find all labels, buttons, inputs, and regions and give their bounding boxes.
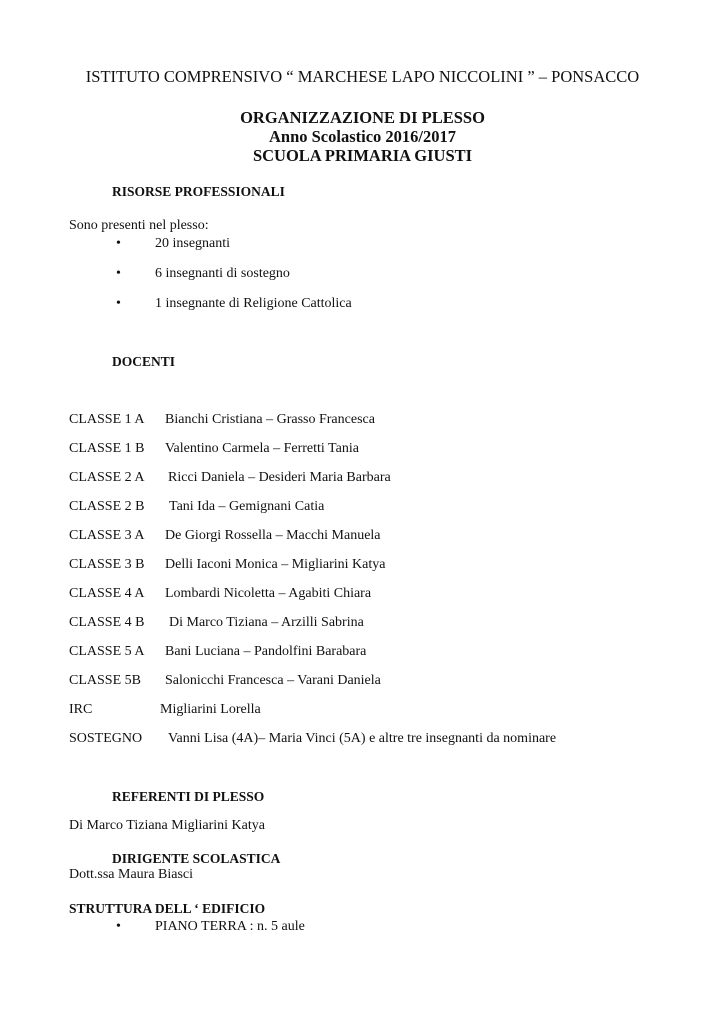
bullet-icon: •	[116, 919, 121, 934]
teachers: Vanni Lisa (4A)– Maria Vinci (5A) e altre tre insegnanti da nominare	[168, 731, 557, 746]
list-item: 1 insegnante di Religione Cattolica	[155, 296, 352, 311]
teachers: Tani Ida – Gemignani Catia	[169, 499, 325, 514]
list-item: 6 insegnanti di sostegno	[155, 266, 290, 281]
list-item: 20 insegnanti	[155, 236, 231, 251]
teachers: De Giorgi Rossella – Macchi Manuela	[165, 528, 381, 543]
teachers: Delli Iaconi Monica – Migliarini Katya	[165, 557, 386, 572]
school-year: Anno Scolastico 2016/2017	[268, 127, 456, 146]
dirigente-name: Dott.ssa Maura Biasci	[69, 867, 194, 882]
class-label: SOSTEGNO	[69, 731, 143, 746]
class-label: IRC	[69, 702, 93, 717]
bullet-icon: •	[116, 296, 121, 311]
teachers: Migliarini Lorella	[160, 702, 261, 717]
bullet-icon: •	[116, 236, 121, 251]
class-label: CLASSE 4 A	[69, 586, 145, 601]
bullet-icon: •	[116, 266, 121, 281]
risorse-heading: RISORSE PROFESSIONALI	[112, 184, 285, 199]
school-header: ISTITUTO COMPRENSIVO “ MARCHESE LAPO NICCOLINI ” – PONSACCO	[85, 67, 640, 86]
referenti-names: Di Marco Tiziana Migliarini Katya	[69, 818, 265, 833]
referenti-heading: REFERENTI DI PLESSO	[112, 789, 265, 804]
dirigente-heading: DIRIGENTE SCOLASTICA	[112, 851, 281, 866]
teachers: Valentino Carmela – Ferretti Tania	[165, 441, 359, 456]
class-label: CLASSE 3 A	[69, 528, 145, 543]
class-label: CLASSE 5 A	[69, 644, 145, 659]
class-label: CLASSE 5B	[69, 673, 141, 688]
teachers: Ricci Daniela – Desideri Maria Barbara	[168, 470, 391, 485]
class-label: CLASSE 4 B	[69, 615, 145, 630]
docenti-heading: DOCENTI	[112, 354, 176, 369]
class-label: CLASSE 1 B	[69, 441, 145, 456]
struttura-heading: STRUTTURA DELL ‘ EDIFICIO	[69, 901, 266, 916]
list-item: PIANO TERRA : n. 5 aule	[155, 919, 305, 934]
doc-title: ORGANIZZAZIONE DI PLESSO	[240, 108, 485, 127]
teachers: Lombardi Nicoletta – Agabiti Chiara	[165, 586, 372, 601]
teachers: Di Marco Tiziana – Arzilli Sabrina	[169, 615, 364, 630]
class-label: CLASSE 1 A	[69, 412, 145, 427]
class-label: CLASSE 2 B	[69, 499, 145, 514]
school-name: SCUOLA PRIMARIA GIUSTI	[252, 146, 473, 165]
risorse-intro: Sono presenti nel plesso:	[69, 218, 209, 233]
teachers: Bani Luciana – Pandolfini Barabara	[165, 644, 367, 659]
teachers: Bianchi Cristiana – Grasso Francesca	[165, 412, 375, 427]
class-label: CLASSE 2 A	[69, 470, 145, 485]
teachers: Salonicchi Francesca – Varani Daniela	[165, 673, 381, 688]
class-label: CLASSE 3 B	[69, 557, 145, 572]
